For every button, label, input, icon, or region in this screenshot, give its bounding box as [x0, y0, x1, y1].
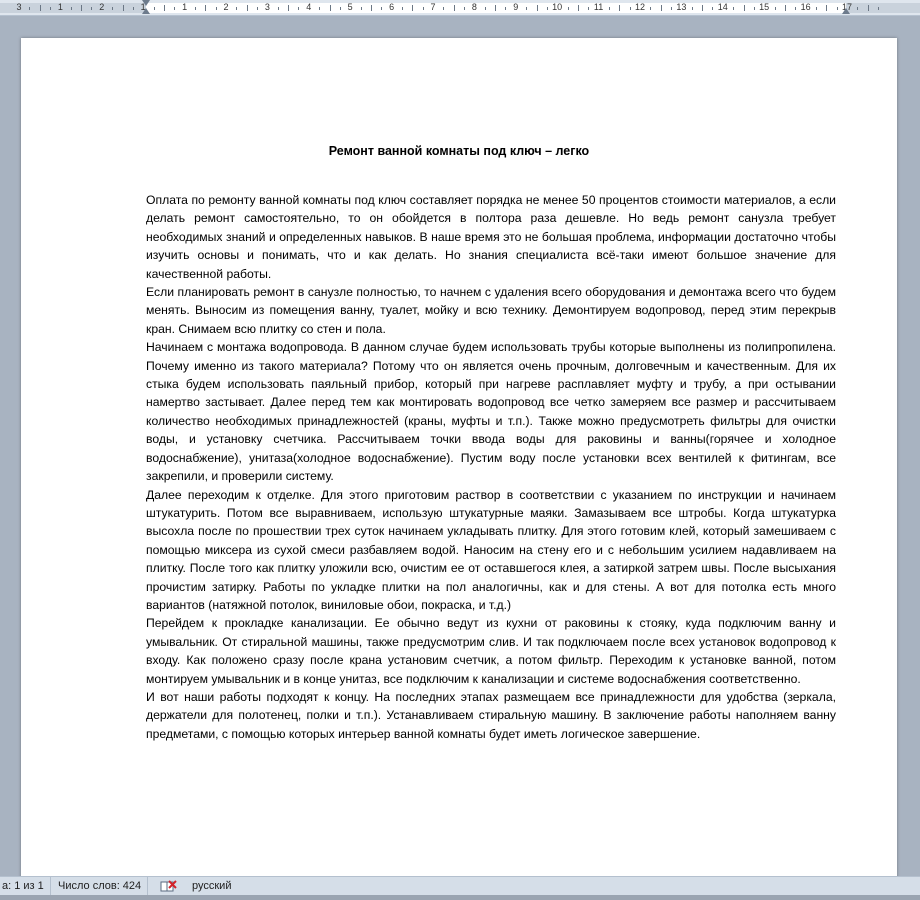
page-count-status[interactable]: а: 1 из 1 [0, 877, 51, 895]
paragraph: Начинаем с монтажа водопровода. В данном случае будем использовать трубы которые выполнены из полипропилена. Почему именно из такого материала? Потому что он является очень прочным, долговечным и качественным. Для их стыка будем использовать паяльный прибор, который при нагреве расплавляет муфту и трубу, а при остывании намертво застывает. Далее перед тем как монтировать водопровод все четко замеряем все размер и рассчитываем количество необходимых принадлежностей (краны, муфты и т.п.). Также можно предусмотреть фильтры для очистки воды, и установку счетчика. Рассчитываем точки ввода воды для раковины и ванны(горячее и холодное водоснабжение), унитаза(холодное водоснабжение). Пустим воду после установки всех вентилей к фитингам, все закрепили, и проверили систему. [146, 340, 836, 484]
ruler-number: 3 [264, 2, 270, 12]
ruler-tick [526, 7, 527, 10]
ruler-number: 14 [717, 2, 728, 12]
ruler-tick [702, 5, 703, 11]
ruler-tick [423, 7, 424, 10]
paragraph: Если планировать ремонт в санузле полностью, то начнем с удаления всего оборудования и демонтажа всего что будем менять. Выносим из помещения ванну, туалет, мойку и всю технику. Демонтируем водопровод, перед этим перекрыв кран. Снимаем всю плитку со стен и пола. [146, 285, 836, 336]
ruler-tick [278, 7, 279, 10]
ruler-tick [257, 7, 258, 10]
ruler-number: 1 [57, 2, 63, 12]
ruler-tick [81, 5, 82, 11]
ruler-number: 2 [223, 2, 229, 12]
paragraph: Оплата по ремонту ванной комнаты под ключ составляет порядка не менее 50 процентов стоимости материалов, а если делать ремонт самостоятельно, то он обойдется в полтора раза дешевле. Но ведь ремонт санузла требует необходимых знаний и определенных навыков. В наше время это не большая проблема, информации достаточно чтобы изучить основы и понимать, что и как делать. Но знания специалиста всё-таки имеют большое значение для качественной работы. [146, 193, 836, 281]
ruler-tick [288, 5, 289, 11]
ruler-tick [785, 5, 786, 11]
ruler-tick [381, 7, 382, 10]
ruler-tick [744, 5, 745, 11]
ruler-tick [195, 7, 196, 10]
ruler-tick [650, 7, 651, 10]
paragraph: И вот наши работы подходят к концу. На последних этапах размещаем все принадлежности для удобства (зеркала, держатели для полотенец, полки и т.п.). Устанавливаем стиральную машину. В заключение работы наполняем ванну предметами, с помощью которых интерьер ванной комнаты будет иметь логическое завершение. [146, 689, 836, 741]
ruler-number: 4 [306, 2, 312, 12]
ruler-tick [857, 7, 858, 10]
ruler-tick [485, 7, 486, 10]
ruler-tick [412, 5, 413, 11]
ruler-tick [123, 5, 124, 11]
ruler-tick [495, 5, 496, 11]
ruler-tick [91, 7, 92, 10]
ruler-tick [298, 7, 299, 10]
right-indent-marker[interactable] [842, 8, 850, 14]
ruler-tick [630, 7, 631, 10]
ruler-number: 13 [676, 2, 687, 12]
ruler-tick [837, 7, 838, 10]
ruler-number: 2 [99, 2, 105, 12]
status-bar [0, 876, 920, 895]
ruler-tick [454, 5, 455, 11]
ruler-tick [236, 7, 237, 10]
ruler-tick [247, 5, 248, 11]
ruler-tick [878, 7, 879, 10]
ruler-tick [464, 7, 465, 10]
ruler-number: 6 [389, 2, 395, 12]
ruler-number: 9 [513, 2, 519, 12]
ruler-number: 16 [800, 2, 811, 12]
ruler-tick [29, 7, 30, 10]
ruler-tick [754, 7, 755, 10]
ruler-number: 5 [347, 2, 353, 12]
ruler-tick [826, 5, 827, 11]
ruler-tick [330, 5, 331, 11]
ruler-tick [71, 7, 72, 10]
ruler-left-margin [0, 3, 146, 13]
ruler-tick [50, 7, 51, 10]
ruler-tick [568, 7, 569, 10]
ruler-tick [816, 7, 817, 10]
document-page[interactable] [21, 38, 897, 888]
hanging-indent-marker[interactable] [142, 8, 150, 14]
ruler-tick [505, 7, 506, 10]
language-status[interactable]: русский [192, 880, 232, 892]
ruler-tick [537, 5, 538, 11]
ruler-tick [775, 7, 776, 10]
ruler-tick [340, 7, 341, 10]
document-canvas[interactable] [0, 16, 920, 876]
ruler-number: 1 [182, 2, 188, 12]
ruler-number: 1 [140, 2, 146, 12]
ruler-number: 10 [552, 2, 563, 12]
ruler-tick [795, 7, 796, 10]
ruler-tick [154, 7, 155, 10]
ruler-tick [578, 5, 579, 11]
ruler-number: 11 [593, 2, 604, 12]
ruler-number: 7 [430, 2, 436, 12]
ruler-tick [712, 7, 713, 10]
ruler-tick [371, 5, 372, 11]
ruler-tick [443, 7, 444, 10]
ruler-tick [164, 5, 165, 11]
ruler-tick [588, 7, 589, 10]
ruler-number: 15 [759, 2, 770, 12]
horizontal-ruler[interactable] [0, 0, 920, 16]
paragraph: Перейдем к прокладке канализации. Ее обычно ведут из кухни от раковины к стояку, куда подключим ванну и умывальник. От стиральной машины, также предусмотрим слив. И так подключаем после всех установок водопровод к входу. Как положено сразу после крана установим счетчик, а потом фильтр. Переходим к установке ванной, потом монтируем умывальник и в конце унитаз, все подключим к канализации и системе водоснабжения соответственно. [146, 616, 836, 686]
ruler-tick [547, 7, 548, 10]
ruler-tick [319, 7, 320, 10]
ruler-tick [133, 7, 134, 10]
document-title: Ремонт ванной комнаты под ключ – легко [328, 144, 590, 158]
spellcheck-book-icon[interactable] [158, 878, 180, 894]
ruler-tick [733, 7, 734, 10]
ruler-tick [216, 7, 217, 10]
ruler-number: 8 [471, 2, 477, 12]
ruler-tick [40, 5, 41, 11]
document-body[interactable] [146, 191, 836, 743]
word-count-status[interactable]: Число слов: 424 [52, 877, 148, 895]
ruler-tick [868, 5, 869, 11]
paragraph: Далее переходим к отделке. Для этого приготовим раствор в соответствии с указанием по инструкции и начинаем штукатурить. Потом все выравниваем, использую штукатурные маяки. Замазываем все штробы. Когда штукатурка высохла после по прошествии трех суток начинаем укладывать плитку. Для этого готовим клей, который замешиваем с помощью миксера из сухой смеси разбавляем водой. Наносим на стену его и с небольшим усилием надавливаем на плитку. После того как плитку уложили всю, очистим ее от оставшегося клея, а затиркой затрем швы. После высыхания прочистим затирку. Работы по укладке плитки на пол аналогичны, как и для стены. А вот для потолка есть много вариантов (натяжной потолок, виниловые обои, покраска, и т.д.) [146, 487, 836, 612]
ruler-number: 3 [16, 2, 22, 12]
ruler-tick [661, 5, 662, 11]
ruler-tick [402, 7, 403, 10]
ruler-number: 12 [634, 2, 646, 12]
ruler-number: 17 [841, 2, 853, 12]
ruler-tick [609, 7, 610, 10]
first-line-indent-marker[interactable] [142, 0, 150, 6]
ruler-tick [112, 7, 113, 10]
ruler-tick [671, 7, 672, 10]
ruler-tick [361, 7, 362, 10]
ruler-tick [205, 5, 206, 11]
ruler-tick [692, 7, 693, 10]
ruler-tick [619, 5, 620, 11]
ruler-tick [174, 7, 175, 10]
